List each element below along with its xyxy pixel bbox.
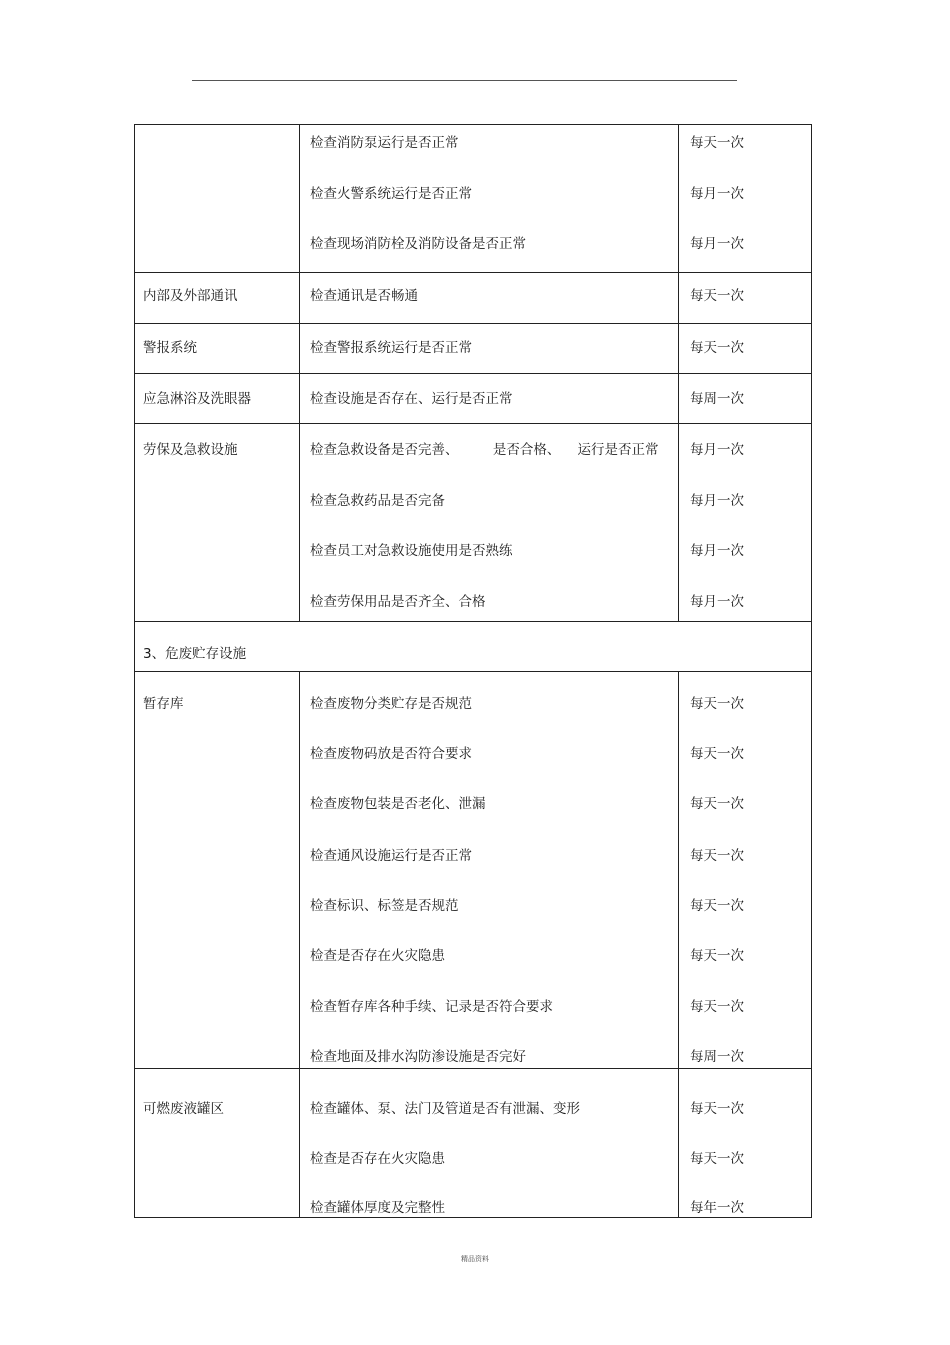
frequency-cell: 每天一次 bbox=[690, 999, 744, 1015]
item-cell: 检查废物分类贮存是否规范 bbox=[310, 696, 472, 712]
frequency-cell: 每天一次 bbox=[690, 696, 744, 712]
frequency-cell: 每月一次 bbox=[690, 543, 744, 559]
frequency-cell: 每天一次 bbox=[690, 288, 744, 304]
item-cell: 检查急救药品是否完备 bbox=[310, 493, 445, 509]
column-divider bbox=[678, 124, 679, 621]
frequency-cell: 每天一次 bbox=[690, 948, 744, 964]
frequency-cell: 每周一次 bbox=[690, 391, 744, 407]
frequency-cell: 每天一次 bbox=[690, 746, 744, 762]
row-divider bbox=[134, 1068, 812, 1069]
item-cell: 检查标识、标签是否规范 bbox=[310, 898, 459, 914]
item-cell: 检查消防泵运行是否正常 bbox=[310, 135, 459, 151]
item-cell: 检查是否存在火灾隐患 bbox=[310, 1151, 445, 1167]
item-cell: 检查废物码放是否符合要求 bbox=[310, 746, 472, 762]
row-divider bbox=[134, 373, 812, 374]
frequency-cell: 每周一次 bbox=[690, 1049, 744, 1065]
frequency-cell: 每月一次 bbox=[690, 442, 744, 458]
item-cell: 检查警报系统运行是否正常 bbox=[310, 340, 472, 356]
item-cell: 检查地面及排水沟防渗设施是否完好 bbox=[310, 1049, 526, 1065]
frequency-cell: 每天一次 bbox=[690, 796, 744, 812]
row-divider bbox=[134, 423, 812, 424]
row-divider bbox=[134, 621, 812, 622]
frequency-cell: 每天一次 bbox=[690, 898, 744, 914]
item-cell: 检查暂存库各种手续、记录是否符合要求 bbox=[310, 999, 553, 1015]
frequency-cell: 每月一次 bbox=[690, 186, 744, 202]
category-cell: 警报系统 bbox=[143, 340, 197, 356]
item-cell: 检查是否存在火灾隐患 bbox=[310, 948, 445, 964]
frequency-cell: 每天一次 bbox=[690, 1101, 744, 1117]
inspection-table bbox=[134, 124, 812, 1218]
item-cell: 检查罐体、泵、法门及管道是否有泄漏、变形 bbox=[310, 1101, 580, 1117]
frequency-cell: 每天一次 bbox=[690, 1151, 744, 1167]
category-cell: 劳保及急救设施 bbox=[143, 442, 238, 458]
column-divider bbox=[299, 124, 300, 621]
item-cell: 检查火警系统运行是否正常 bbox=[310, 186, 472, 202]
category-cell: 暂存库 bbox=[143, 696, 184, 712]
frequency-cell: 每天一次 bbox=[690, 135, 744, 151]
section-heading: 3、危废贮存设施 bbox=[143, 646, 247, 662]
row-divider bbox=[134, 671, 812, 672]
frequency-cell: 每月一次 bbox=[690, 236, 744, 252]
item-cell: 检查通风设施运行是否正常 bbox=[310, 848, 472, 864]
row-divider bbox=[134, 323, 812, 324]
category-cell: 内部及外部通讯 bbox=[143, 288, 238, 304]
category-cell: 应急淋浴及洗眼器 bbox=[143, 391, 251, 407]
item-cell: 检查通讯是否畅通 bbox=[310, 288, 418, 304]
item-cell: 检查现场消防栓及消防设备是否正常 bbox=[310, 236, 526, 252]
item-cell: 检查急救设备是否完善、 是否合格、 运行是否正常 bbox=[310, 442, 659, 458]
column-divider bbox=[678, 671, 679, 1218]
item-cell: 检查罐体厚度及完整性 bbox=[310, 1200, 445, 1216]
frequency-cell: 每天一次 bbox=[690, 340, 744, 356]
item-cell: 检查废物包装是否老化、泄漏 bbox=[310, 796, 486, 812]
frequency-cell: 每年一次 bbox=[690, 1200, 744, 1216]
frequency-cell: 每月一次 bbox=[690, 594, 744, 610]
frequency-cell: 每月一次 bbox=[690, 493, 744, 509]
column-divider bbox=[299, 671, 300, 1218]
category-cell: 可燃废液罐区 bbox=[143, 1101, 224, 1117]
row-divider bbox=[134, 272, 812, 273]
item-cell: 检查设施是否存在、运行是否正常 bbox=[310, 391, 513, 407]
frequency-cell: 每天一次 bbox=[690, 848, 744, 864]
page-footer: 精品资料 bbox=[461, 1255, 489, 1263]
header-rule bbox=[192, 80, 737, 81]
item-cell: 检查员工对急救设施使用是否熟练 bbox=[310, 543, 513, 559]
item-cell: 检查劳保用品是否齐全、合格 bbox=[310, 594, 486, 610]
